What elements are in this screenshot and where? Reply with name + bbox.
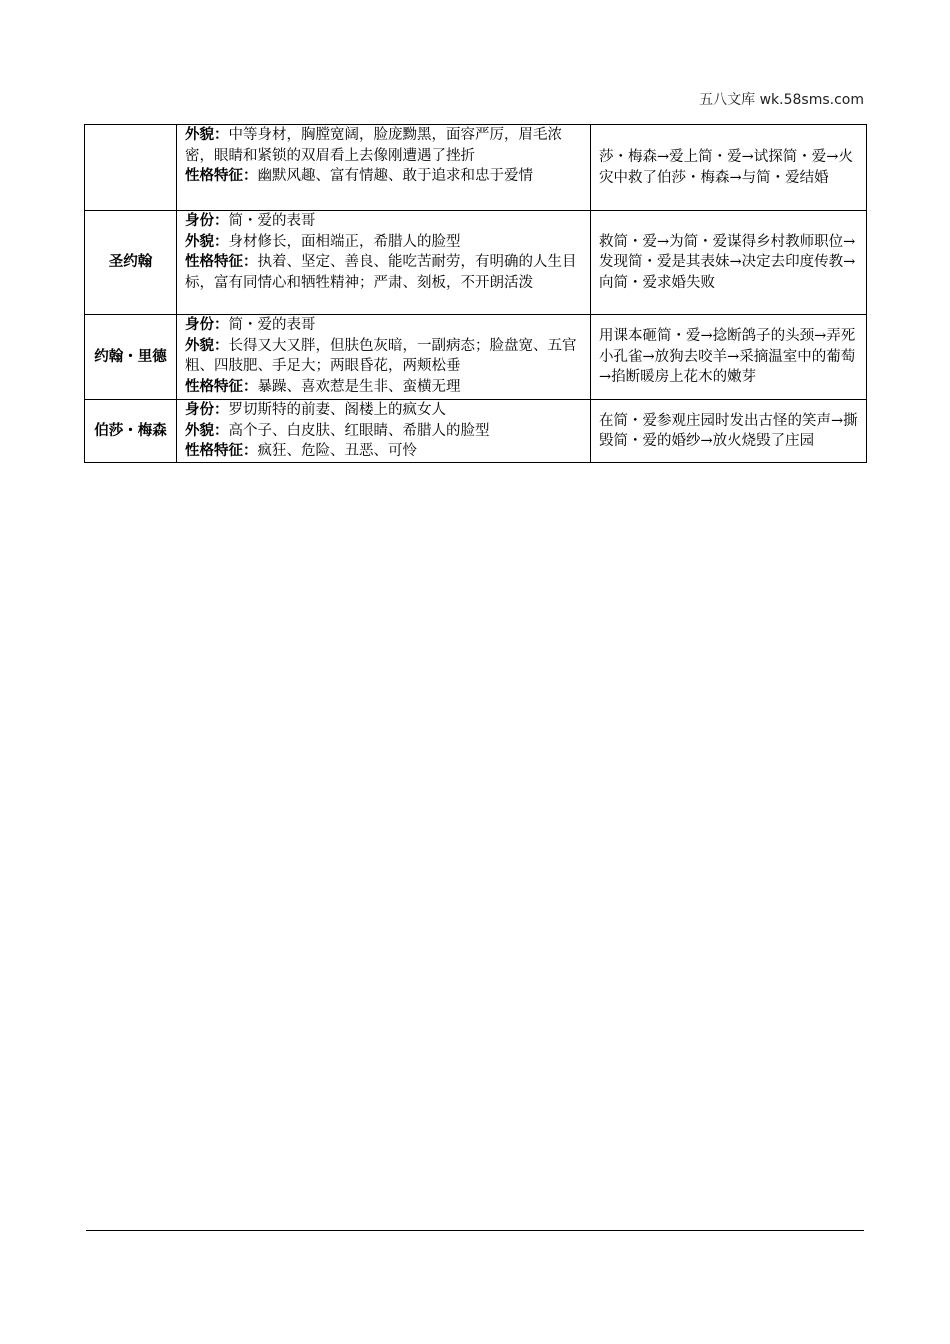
field-label: 外貌： [185,337,229,354]
identity-line [185,211,582,232]
character-table [84,124,867,463]
field-label: 性格特征： [185,168,258,184]
field-value: 简・爱的表哥 [228,317,316,333]
field-value: 中等身材，胸膛宽阔，脸庞黝黑，面容严厉，眉毛浓密，眼睛和紧锁的双眉看上去像刚遭遇了挫折 [185,127,562,164]
table-row [85,125,867,211]
page-header-source: 五八文库 wk.58sms.com [699,92,864,108]
appearance-line [185,232,582,253]
appearance-line [185,421,582,442]
character-name-cell: 圣约翰 [85,211,177,315]
character-description-cell [177,400,591,463]
plot-cell: 救简・爱→为简・爱谋得乡村教师职位→发现简・爱是其表妹→决定去印度传教→向简・爱求婚失败 [591,211,867,315]
field-value: 疯狂、危险、丑恶、可怜 [257,443,417,459]
plot-cell: 在简・爱参观庄园时发出古怪的笑声→撕毁简・爱的婚纱→放火烧毁了庄园 [591,400,867,463]
field-label: 外貌： [185,422,229,439]
field-value: 身材修长，面相端正，希腊人的脸型 [228,233,461,250]
field-label: 性格特征： [185,254,258,270]
table-row [85,211,867,315]
appearance-line [185,125,582,166]
personality-line [185,441,582,462]
field-label: 外貌： [185,127,229,143]
character-description-cell [177,211,591,315]
personality-line [185,166,582,187]
appearance-line [185,336,582,377]
field-label: 外貌： [185,233,229,250]
character-description-cell [177,125,591,211]
field-label: 身份： [185,213,229,229]
field-value: 执着、坚定、善良、能吃苦耐劳，有明确的人生目标，富有同情心和牺牲精神；严肃、刻板，不开朗活泼 [185,254,577,291]
field-label: 性格特征： [185,378,258,395]
field-value: 罗切斯特的前妻、阁楼上的疯女人 [228,402,446,418]
character-name-cell: 伯莎・梅森 [85,400,177,463]
identity-line [185,400,582,421]
field-value: 高个子、白皮肤、红眼睛、希腊人的脸型 [228,422,490,439]
table-row [85,400,867,463]
field-value: 暴躁、喜欢惹是生非、蛮横无理 [257,378,461,395]
field-label: 身份： [185,402,229,418]
identity-line [185,315,582,336]
character-description-cell [177,315,591,400]
plot-cell: 用课本砸简・爱→捻断鸽子的头颈→弄死小孔雀→放狗去咬羊→采摘温室中的葡萄→掐断暖房上花木的嫩芽 [591,315,867,400]
field-label: 性格特征： [185,443,258,459]
character-name-cell [85,125,177,211]
plot-cell: 莎・梅森→爱上简・爱→试探简・爱→火灾中救了伯莎・梅森→与简・爱结婚 [591,125,867,211]
field-value: 长得又大又胖，但肤色灰暗，一副病态；脸盘宽、五官粗、四肢肥、手足大；两眼昏花，两颊松垂 [185,337,577,374]
character-name-cell: 约翰・里德 [85,315,177,400]
footer-divider [86,1230,864,1231]
field-label: 身份： [185,317,229,333]
personality-line [185,377,582,398]
field-value: 简・爱的表哥 [228,213,316,229]
personality-line [185,252,582,293]
table-row [85,315,867,400]
field-value: 幽默风趣、富有情趣、敢于追求和忠于爱情 [257,168,533,184]
